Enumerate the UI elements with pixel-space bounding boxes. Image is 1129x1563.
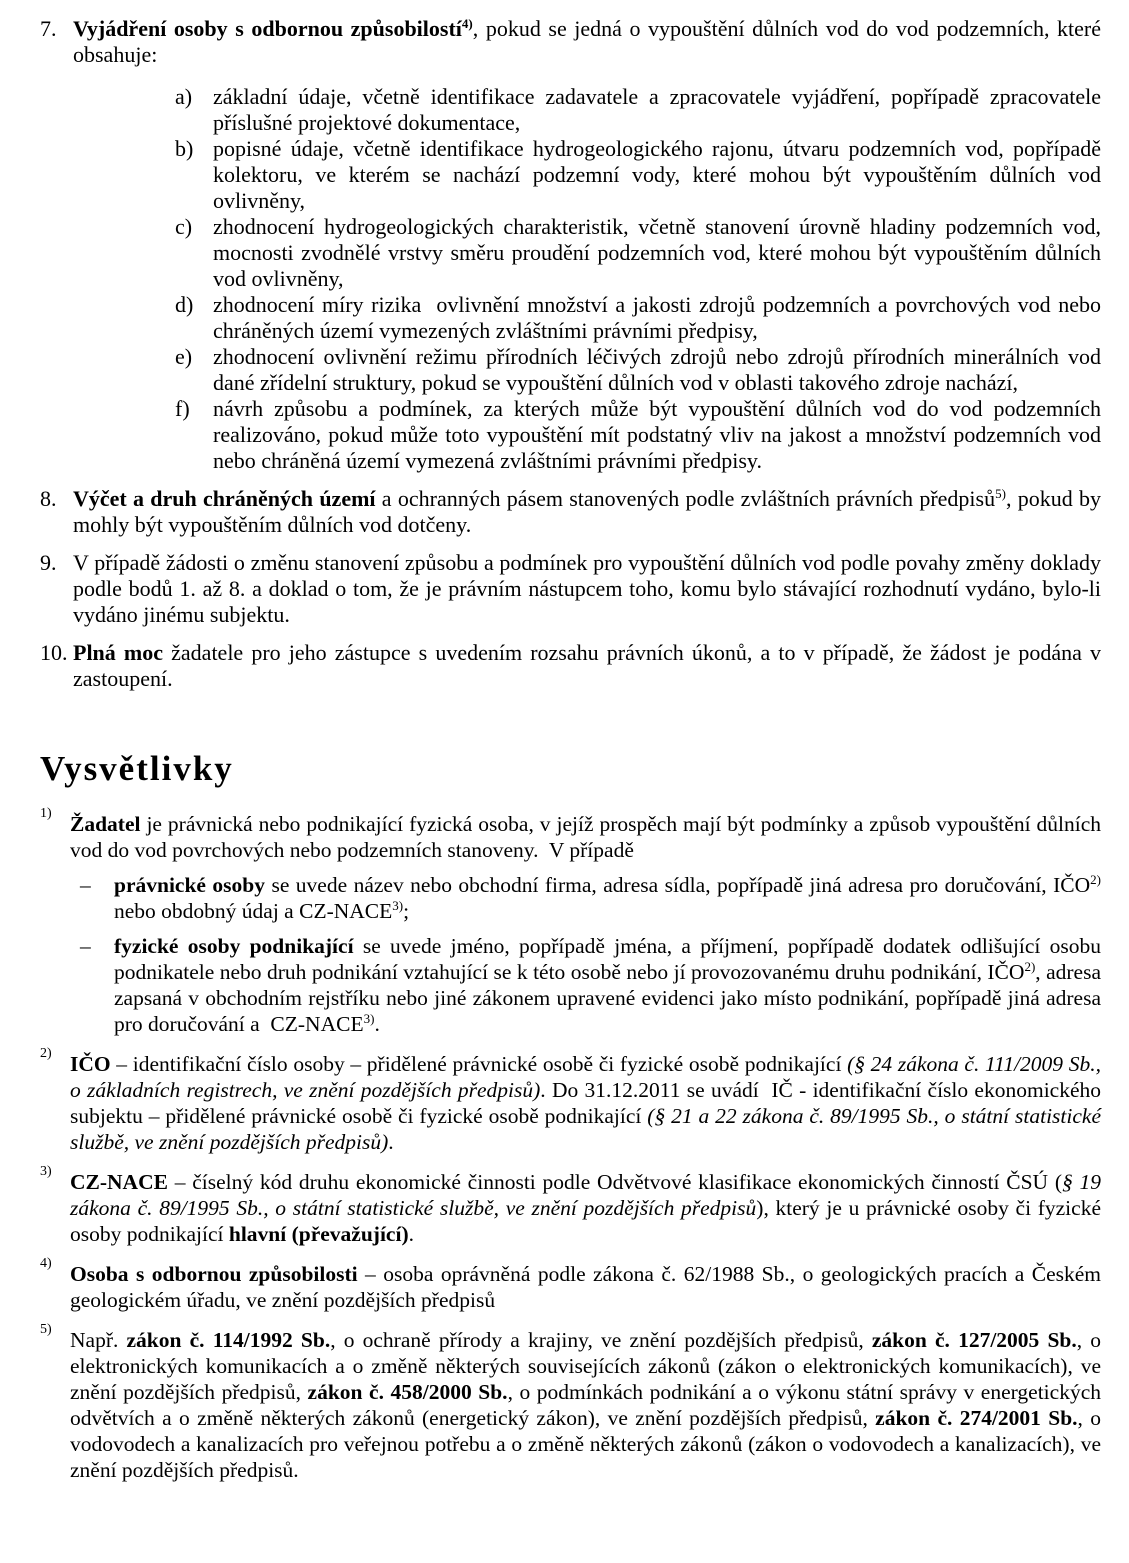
text-run: ;	[403, 898, 410, 923]
item-text	[73, 16, 1101, 68]
footnote: 5) Např. zákon č. 114/1992 Sb., o ochraně přírody a krajiny, ve znění pozdějších předpisů, zákon č. 127/2005 Sb., o elektronických komunikacích a o změně některých souvisejících zákonů (zákon o elektronických komunikacích), ve znění pozdějších předpisů, zákon č. 458/2000 Sb., o podmínkách podnikání a o výkonu státní správy v energetických odvětvích a o změně některých zákonů (energetický zákon), ve znění ​pozdějších předpisů, zákon č. 274/2001 Sb., o vodovodech a kanalizacích pro veřejnou potřebu a o změně některých zákonů (zákon o vodovodech a kanalizacích), ve znění pozdějších předpisů.	[40, 1321, 1102, 1482]
footnote-ref: 3)	[363, 1010, 375, 1026]
text-run: . Do 31.12.2011 se uvádí IČ - identifikační číslo ekonomického subjektu – přidělené právnické osobě či fyzické osobě podnikající	[70, 1077, 1102, 1128]
text-run: , pokud se jedná o vypouštění důlních vod do vod podzemních, které obsahuje:	[73, 16, 1101, 67]
sub-item-text	[213, 136, 1101, 214]
sub-item	[175, 136, 1101, 214]
sub-item	[175, 84, 1101, 136]
item-text	[73, 550, 1101, 628]
text-run: – identifikační číslo osoby – přidělené právnické osobě či fyzické osobě podnikající	[110, 1051, 848, 1076]
footnote-text	[70, 1327, 1101, 1483]
text-run: CZ-NACE	[70, 1169, 168, 1194]
text-run: V případě žádosti o změnu stanovení způsobu a podmínek pro vypouštění důlních vod podle povahy změny doklady podle bodů 1. až 8. a doklad o tom, že je právním nástupcem toho, komu bylo stávající rozhodnutí vydáno, bylo-li vydáno jinému subjektu.	[73, 550, 1101, 627]
text-run: , pokud by mohly být vypouštěním důlních vod dotčeny.	[73, 486, 1102, 537]
footnote-bullet-text	[114, 872, 1101, 924]
footnote-text	[70, 1261, 1101, 1313]
text-run: zákon č. 274/2001 Sb.	[875, 1405, 1078, 1430]
text-run: .	[388, 1129, 394, 1154]
text-run: zhodnocení míry rizika ovlivnění množství a jakosti zdrojů podzemních a povrchových vod nebo chráněných území vymezených zvláštními právními předpisy,	[213, 292, 1101, 343]
text-run: se uvede jméno, popřípadě jména, a příjmení, popřípadě dodatek odlišující osobu podnikatele nebo druh podnikání vztahující se k této osobě nebo jí provozovanému druhu podnikání, IČO	[114, 933, 1101, 984]
text-run: zhodnocení ovlivnění režimu přírodních léčivých zdrojů nebo zdrojů přírodních minerálních vod dané zřídelní struktury, pokud se vypouštění důlních vod v oblasti takového zdroje nachází,	[213, 344, 1101, 395]
sub-item	[175, 214, 1101, 292]
footnote-bullet	[80, 872, 1101, 924]
text-run: , o podmínkách podnikání a o výkonu státní správy v energetických odvětvích a o změně některých zákonů (energetický zákon), ve znění ​pozdějších předpisů,	[70, 1379, 1101, 1430]
sub-item-text	[213, 214, 1101, 292]
text-run: , o elektronických komunikacích a o změně některých souvisejících zákonů (zákon o elektronických komunikacích), ve znění pozdějších předpisů,	[70, 1327, 1102, 1404]
text-run: , adresa zapsaná v obchodním rejstříku nebo jiné zákonem upravené evidenci jako místo podnikání, popřípadě jiná adresa pro doručování a CZ-NACE	[114, 959, 1102, 1036]
footnote-bullet-text	[114, 933, 1101, 1037]
sub-item-marker: b)	[175, 136, 194, 161]
footnote-text	[70, 1051, 1101, 1155]
footnote-bullet	[80, 933, 1101, 1037]
sub-item-text	[213, 344, 1101, 396]
text-run: je právnická nebo podnikající fyzická osoba, v jejíž prospěch mají být podmínky a způsob vypouštění důlních vod do vod povrchových nebo podzemních stanoveny. V případě	[70, 811, 1101, 862]
item-number: 8.	[40, 486, 57, 511]
text-run: popisné údaje, včetně identifikace hydrogeologického rajonu, útvaru podzemních vod, popřípadě kolektoru, ve kterém se nachází podzemní vody, které mohou být vypouštěním důlních vod ovlivněny,	[213, 136, 1101, 213]
item-number: 9.	[40, 550, 57, 575]
sub-item-text	[213, 396, 1101, 474]
text-run: žadatele pro jeho zástupce s uvedením rozsahu právních úkonů, a to v případě, že žádost je podána v zastoupení.	[73, 640, 1101, 691]
text-run: základní údaje, včetně identifikace zadavatele a zpracovatele vyjádření, popřípadě zpracovatele příslušné projektové dokumentace,	[213, 84, 1101, 135]
footnote-ref: 5)	[995, 486, 1006, 501]
text-run: (§ 24 zákona č. 111/2009 Sb., o základních registrech, ve znění pozdějších předpisů)	[70, 1051, 1101, 1102]
text-run: – osoba oprávněná podle zákona č. 62/1988 Sb., o geologických pracích a Českém geologickém úřadu, ve znění pozdějších předpisů	[70, 1261, 1101, 1312]
footnote-text	[70, 1169, 1101, 1247]
sub-item-marker: e)	[175, 344, 193, 369]
sub-item	[175, 396, 1101, 474]
text-run: nebo obdobný údaj a CZ-NACE	[114, 898, 393, 923]
dash-bullet-marker: –	[80, 933, 91, 958]
text-run: Osoba s odbornou způsobilosti	[70, 1261, 358, 1286]
text-run: a ochranných pásem stanovených podle zvláštních právních předpisů	[375, 486, 996, 511]
sub-item	[175, 292, 1101, 344]
text-run: .	[374, 1011, 380, 1036]
sub-item-marker: a)	[175, 84, 193, 109]
text-run: návrh způsobu a podmínek, za kterých může být vypouštění důlních vod do vod podzemních realizováno, pokud může toto vypouštění mít podstatný vliv na jakost a množství podzemních vod nebo chráněná území vymezená zvláštními právními předpisy.	[213, 396, 1101, 473]
footnote: 4) Osoba s odbornou způsobilosti – osoba oprávněná podle zákona č. 62/1988 Sb., o geologických pracích a Českém geologickém úřadu, ve znění pozdějších předpisů	[40, 1255, 1101, 1312]
text-run: (§ 21 a 22 zákona č. 89/1995 Sb., o státní statistické službě, ve znění pozdějších předpisů)	[70, 1103, 1101, 1154]
section-heading: Vysvětlivky	[40, 749, 234, 788]
text-run: zákon č. 458/2000 Sb.	[307, 1379, 508, 1404]
text-run: Žadatel	[70, 811, 141, 836]
sub-item-marker: c)	[175, 214, 193, 239]
text-run: § 19 zákona č. 89/1995 Sb., o státní statistické službě, ve znění pozdějších předpisů	[70, 1169, 1101, 1220]
text-run: se uvede název nebo obchodní firma, adresa sídla, popřípadě jiná adresa pro doručování, IČO	[265, 872, 1091, 897]
text-run: hlavní (převažující)	[228, 1221, 409, 1246]
item-text	[73, 486, 1101, 538]
text-run: právnické osoby	[114, 872, 265, 897]
sub-item-text	[213, 292, 1101, 344]
item-text	[73, 640, 1101, 692]
footnotes-list	[40, 805, 1102, 1483]
footnote-ref: 2)	[1090, 871, 1101, 887]
numbered-items	[40, 16, 1101, 692]
text-run: zhodnocení hydrogeologických charakteristik, včetně stanovení úrovně hladiny podzemních vod, mocnosti zvodnělé vrstvy směru proudění podzemních vod, které mohou být vypouštěním důlních vod ovlivněny,	[213, 214, 1101, 291]
numbered-item	[40, 640, 1101, 692]
text-run: zákon č. 127/2005 Sb.	[871, 1327, 1077, 1352]
text-run: zákon č. 114/1992 Sb.	[126, 1327, 331, 1352]
sub-item-text	[213, 84, 1101, 136]
text-run: IČO	[70, 1051, 111, 1076]
numbered-item	[40, 16, 1101, 474]
text-run: .	[408, 1221, 414, 1246]
text-run: fyzické osoby podnikající	[114, 933, 354, 958]
footnote-ref: 3)	[392, 897, 404, 913]
footnote-ref: 2)	[1024, 958, 1036, 974]
text-run: Výčet a druh chráněných území	[73, 486, 376, 511]
sub-item-marker: d)	[175, 292, 194, 317]
footnote-ref: 4)	[461, 16, 473, 31]
text-run: Vyjádření osoby s odbornou způsobilostí	[73, 16, 462, 41]
footnote: 1) Žadatel je právnická nebo podnikající fyzická osoba, v jejíž prospěch mají být podmínky a způsob vypouštění důlních vod do vod povrchových nebo podzemních stanoveny. V případě – právnické osoby se uvede název nebo obchodní firma, adresa sídla, popřípadě jiná adresa pro doručování, IČO$^{2)}$ nebo obdobný údaj a CZ-NACE$^{3)}$; – fyzické osoby podnikající se uvede jméno, popřípadě jména, a příjmení, popřípadě dodatek odlišující osobu podnikatele nebo druh podnikání vztahující se k této osobě nebo jí provozovanému druhu podnikání, IČO$^{2)}$, adresa zapsaná v obchodním rejstříku nebo jiné zákonem upravené evidenci jako místo podnikání, popřípadě jiná adresa pro doručování a CZ-NACE$^{3)}$.	[40, 805, 1102, 1036]
text-run: , o ochraně přírody a krajiny, ve znění pozdějších předpisů,	[330, 1327, 872, 1352]
footnote: 2) IČO – identifikační číslo osoby – přidělené právnické osobě či fyzické osobě podnikající (§ 24 zákona č. 111/2009 Sb., o základních registrech, ve znění pozdějších předpisů). Do 31.12.2011 se uvádí IČ - identifikační číslo ekonomického subjektu – přidělené právnické osobě či fyzické osobě podnikající (§ 21 a 22 zákona č. 89/1995 Sb., o státní statistické službě, ve znění pozdějších předpisů).	[40, 1045, 1102, 1154]
text-run: Plná moc	[73, 640, 164, 665]
item-number: 10.	[40, 640, 68, 665]
sub-item-list	[175, 84, 1101, 474]
sub-item	[175, 344, 1101, 396]
text-run: – číselný kód druhu ekonomické činnosti podle Odvětvové klasifikace ekonomických činností ČSÚ (	[167, 1169, 1062, 1194]
text-run: ), který je u právnické osoby či fyzické osoby podnikající	[70, 1195, 1101, 1246]
footnote-bullet-list	[80, 872, 1101, 1037]
dash-bullet-marker: –	[80, 872, 91, 897]
numbered-item	[40, 486, 1101, 538]
item-number: 7.	[40, 16, 57, 41]
footnote: 3) CZ-NACE – číselný kód druhu ekonomické činnosti podle Odvětvové klasifikace ekonomických činností ČSÚ (§ 19 zákona č. 89/1995 Sb., o státní statistické službě, ve znění pozdějších předpisů), který je u právnické osoby či fyzické osoby podnikající hlavní (převažující).	[40, 1163, 1101, 1246]
sub-item-marker: f)	[175, 396, 190, 421]
numbered-item	[40, 550, 1101, 628]
text-run: Např.	[70, 1327, 127, 1352]
text-run: , o vodovodech a kanalizacích pro veřejnou potřebu a o změně některých zákonů (zákon o vodovodech a kanalizacích), ve znění pozdějších předpisů.	[70, 1405, 1102, 1482]
footnote-text	[70, 811, 1101, 863]
